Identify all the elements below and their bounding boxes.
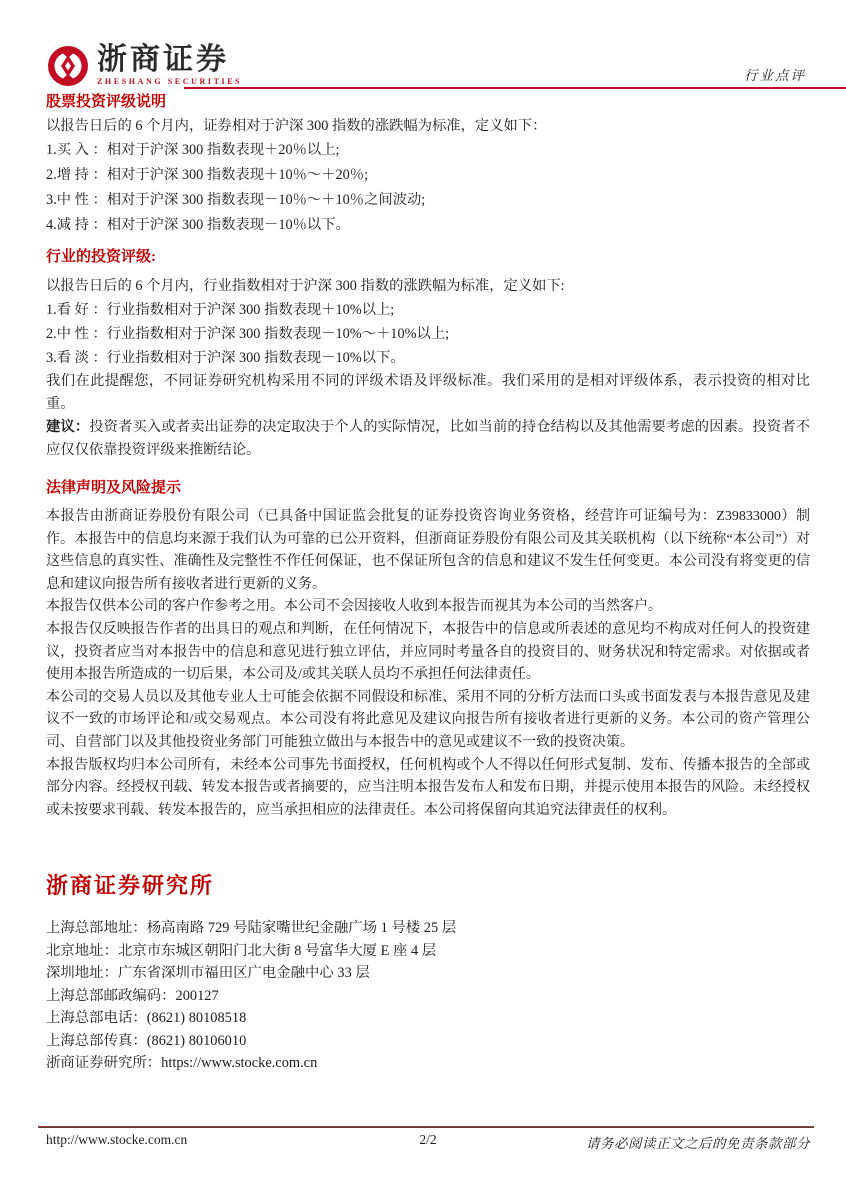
- brand-name-en: ZHESHANG SECURITIES: [97, 77, 243, 86]
- footer-disclaimer-notice: 请务必阅读正文之后的免责条款部分: [586, 1136, 811, 1151]
- advice-label: 建议：: [46, 419, 90, 435]
- legal-heading: 法律声明及风险提示: [46, 480, 182, 496]
- legal-paragraph: 本报告仅供本公司的客户作参考之用。本公司不会因接收人收到本报告而视其为本公司的当然客户。: [46, 599, 662, 615]
- stock-rating-item: 3.中 性 ：相对于沪深 300 指数表现－10％～＋10％之间波动;: [46, 192, 426, 208]
- brand-logo: [47, 44, 242, 87]
- legal-paragraph: 本报告版权均归本公司所有，未经本公司事先书面授权，任何机构或个人不得以任何形式复制、发布、传播本报告的全部或部分内容。经授权刊载、转发本报告或者摘要的，应当注明本报告发布人和发布日期，并提示使用本报告的风险。未经授权或未按要求刊载、转发本报告的，应当承担相应的法律责任。本公司将保留向其追究法律责任的权利。: [46, 757, 810, 818]
- stock-rating-heading: 股票投资评级说明: [46, 94, 167, 110]
- industry-rating-heading: 行业的投资评级:: [46, 249, 156, 265]
- investor-advice: [46, 416, 810, 462]
- institute-address-shanghai: 上海总部地址：杨高南路 729 号陆家嘴世纪金融广场 1 号楼 25 层: [46, 920, 457, 937]
- industry-rating-item: 1.看 好 ：行业指数相对于沪深 300 指数表现＋10%以上;: [46, 302, 395, 318]
- zheshang-logo-icon: [47, 45, 89, 87]
- stock-rating-item: 2.增 持 ：相对于沪深 300 指数表现＋10％～＋20％;: [46, 167, 369, 183]
- page-content: [46, 94, 810, 1075]
- institute-contact-block: [46, 917, 810, 1075]
- legal-paragraph: 本报告由浙商证券股份有限公司（已具备中国证监会批复的证券投资咨询业务资格，经营许可证编号为：Z39833000）制作。本报告中的信息均来源于我们认为可靠的已公开资料，但浙商证券股份有限公司及其关联机构（以下统称“本公司”）对这些信息的真实性、准确性及完整性不作任何保证，也不保证所包含的信息和建议不发生任何变更。本公司没有将变更的信息和建议向报告所有接收者进行更新的义务。: [46, 509, 810, 592]
- stock-rating-item: 4.减 持 ：相对于沪深 300 指数表现－10％以下。: [46, 217, 350, 233]
- institute-phone: 上海总部电话：(8621) 80108518: [46, 1010, 247, 1027]
- footer-divider: [38, 1126, 814, 1128]
- report-type-label: 行业点评: [744, 68, 806, 83]
- section-research-institute: [46, 872, 810, 1075]
- footer-url: http://www.stocke.com.cn: [46, 1132, 188, 1147]
- institute-postcode: 上海总部邮政编码：200127: [46, 987, 219, 1004]
- stock-rating-intro: 以报告日后的 6 个月内，证券相对于沪深 300 指数的涨跌幅为标准，定义如下：: [46, 118, 547, 134]
- legal-paragraph: 本公司的交易人员以及其他专业人士可能会依据不同假设和标准、采用不同的分析方法而口头或书面发表与本报告意见及建议不一致的市场评论和/或交易观点。本公司没有将此意见及建议向报告所有接收者进行更新的义务。本公司的资产管理公司、自营部门以及其他投资业务部门可能独立做出与本报告中的意见或建议不一致的投资决策。: [46, 689, 810, 750]
- page-footer: [46, 1132, 810, 1152]
- institute-address-shenzhen: 深圳地址：广东省深圳市福田区广电金融中心 33 层: [46, 965, 370, 982]
- stock-rating-item: 1.买 入 ：相对于沪深 300 指数表现＋20％以上;: [46, 142, 340, 158]
- industry-rating-intro: 以报告日后的 6 个月内，行业指数相对于沪深 300 指数的涨跌幅为标准，定义如下:: [46, 278, 565, 294]
- brand-name-cn: 浙商证券: [97, 43, 229, 76]
- section-industry-rating: [46, 248, 810, 462]
- rating-system-note: 我们在此提醒您，不同证券研究机构采用不同的评级术语及评级标准。我们采用的是相对评级体系，表示投资的相对比重。: [46, 373, 810, 412]
- header-divider: [184, 87, 846, 89]
- institute-fax: 上海总部传真：(8621) 80106010: [46, 1032, 247, 1049]
- advice-text: 投资者买入或者卖出证券的决定取决于个人的实际情况，比如当前的持仓结构以及其他需要考虑的因素。投资者不应仅仅依靠投资评级来推断结论。: [46, 419, 811, 458]
- institute-website: 浙商证券研究所：https://www.stocke.com.cn: [46, 1055, 318, 1072]
- legal-paragraph: 本报告仅反映报告作者的出具日的观点和判断，在任何情况下，本报告中的信息或所表述的意见均不构成对任何人的投资建议，投资者应当对本报告中的信息和意见进行独立评估，并应同时考量各自的投资目的、财务状况和特定需求。对依据或者使用本报告所造成的一切后果，本公司及/或其关联人员均不承担任何法律责任。: [46, 621, 810, 683]
- industry-rating-item: 2.中 性 ：行业指数相对于沪深 300 指数表现－10%～＋10%以上;: [46, 326, 450, 342]
- brand-text: [97, 44, 242, 86]
- section-legal-disclaimer: [46, 479, 810, 822]
- industry-rating-item: 3.看 淡 ：行业指数相对于沪深 300 指数表现－10%以下。: [46, 350, 405, 366]
- section-stock-rating: [46, 94, 810, 238]
- institute-heading: 浙商证券研究所: [46, 873, 215, 899]
- institute-address-beijing: 北京地址：北京市东城区朝阳门北大街 8 号富华大厦 E 座 4 层: [46, 942, 437, 959]
- footer-page-number: 2/2: [419, 1132, 437, 1147]
